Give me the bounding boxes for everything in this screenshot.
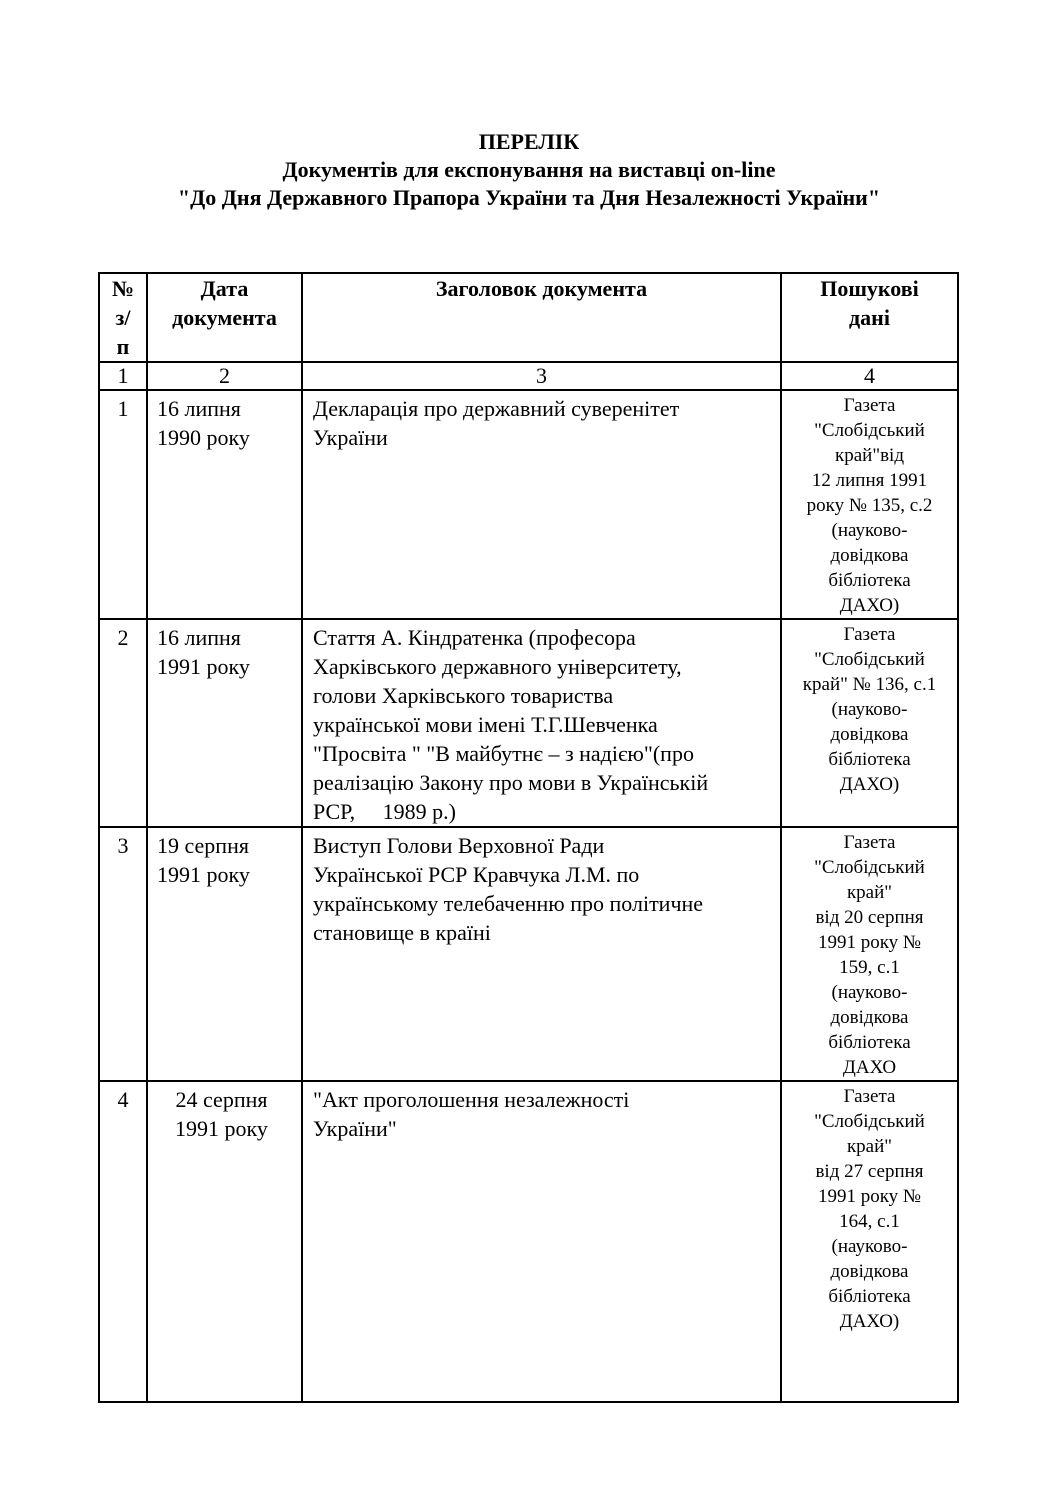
header-row (99, 273, 958, 362)
row-number: 4 (99, 1081, 147, 1402)
row-date: 19 серпня 1991 року (147, 827, 302, 1081)
row-date: 16 липня 1990 року (147, 390, 302, 619)
documents-table (98, 272, 959, 1403)
title-line-1: ПЕРЕЛІК (478, 129, 580, 154)
column-number: 3 (302, 362, 781, 390)
column-number: 4 (781, 362, 958, 390)
row-number: 1 (99, 390, 147, 619)
row-title: Виступ Голови Верховної Ради Української РСР Кравчука Л.М. по українському телебаченню про політичне становище в країні (302, 827, 781, 1081)
row-title: Стаття А. Кіндратенка (професора Харківського державного університету, голови Харківського товариства української мови імені Т.Г.Шевченка "Просвіта " "В майбутнє – з надією"(про реалізацію Закону про мови в Українській РСР, 1989 р.) (302, 619, 781, 827)
row-title: "Акт проголошення незалежності України" (302, 1081, 781, 1402)
document-title (0, 128, 1058, 212)
header-no: № з/ п (99, 273, 147, 362)
header-date: Дата документа (147, 273, 302, 362)
table-row (99, 1081, 958, 1402)
row-date: 16 липня 1991 року (147, 619, 302, 827)
row-title: Декларація про державний суверенітет України (302, 390, 781, 619)
table-row (99, 390, 958, 619)
row-date: 24 серпня 1991 року (147, 1081, 302, 1402)
title-line-2: Документів для експонування на виставці on-line (282, 157, 776, 182)
column-number: 1 (99, 362, 147, 390)
row-source: Газета "Слобідський край" від 20 серпня 1991 року № 159, с.1 (науково- довідкова бібліотека ДАХО (781, 827, 958, 1081)
row-number: 2 (99, 619, 147, 827)
title-line-3: "До Дня Державного Прапора України та Дня Незалежності України" (177, 185, 881, 210)
row-number: 3 (99, 827, 147, 1081)
row-source: Газета "Слобідський край" від 27 серпня 1991 року № 164, с.1 (науково- довідкова бібліотека ДАХО) (781, 1081, 958, 1402)
header-source: Пошукові дані (781, 273, 958, 362)
column-number: 2 (147, 362, 302, 390)
table-row (99, 827, 958, 1081)
header-title: Заголовок документа (302, 273, 781, 362)
table-row (99, 619, 958, 827)
row-source: Газета "Слобідський край" № 136, с.1 (науково- довідкова бібліотека ДАХО) (781, 619, 958, 827)
column-numbers-row (99, 362, 958, 390)
row-source: Газета "Слобідський край"від 12 липня 1991 року № 135, с.2 (науково- довідкова бібліотека ДАХО) (781, 390, 958, 619)
